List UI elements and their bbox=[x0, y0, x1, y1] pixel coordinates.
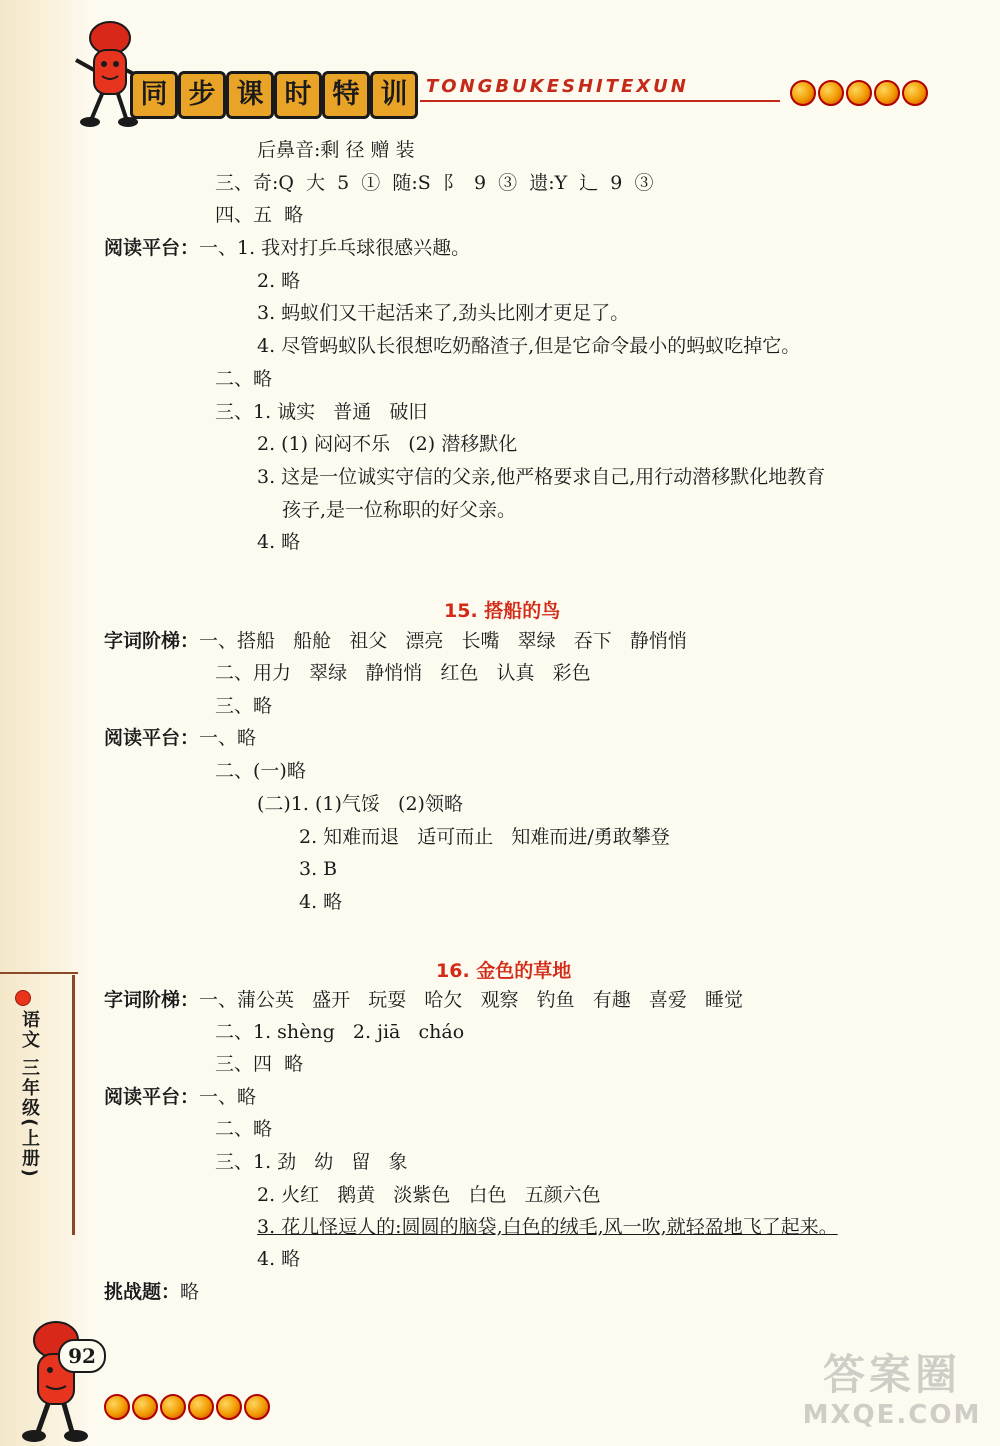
header-dot-icon bbox=[846, 80, 872, 106]
answer-line: 二、用力 翠绿 静悄悄 红色 认真 彩色 bbox=[215, 662, 591, 684]
header-dot-icon bbox=[818, 80, 844, 106]
answer-line: 4. 略 bbox=[257, 531, 301, 553]
answer-line: 3. 这是一位诚实守信的父亲,他严格要求自己,用行动潜移默化地教育 bbox=[257, 466, 826, 488]
title-char-5: 特 bbox=[322, 71, 370, 119]
title-char-6: 训 bbox=[370, 71, 418, 119]
answer-line: 3. 蚂蚁们又干起活来了,劲头比刚才更足了。 bbox=[257, 302, 630, 324]
side-rule bbox=[0, 972, 78, 974]
header-dot-icon bbox=[790, 80, 816, 106]
answer-line: 字词阶梯：一、搭船 船舱 祖父 漂亮 长嘴 翠绿 吞下 静悄悄 bbox=[104, 630, 687, 652]
answer-line: 四、五 略 bbox=[215, 204, 304, 226]
answer-line: 二、略 bbox=[215, 1118, 273, 1140]
section-label: 阅读平台： bbox=[104, 237, 200, 259]
watermark bbox=[792, 1350, 992, 1440]
header-dot-icon bbox=[874, 80, 900, 106]
answer-line: 2. 略 bbox=[257, 270, 301, 292]
answer-line: 4. 略 bbox=[257, 1248, 301, 1270]
section-label: 阅读平台： bbox=[104, 727, 200, 749]
header-pinyin: TONGBUKESHITEXUN bbox=[426, 76, 689, 97]
title-char-1: 同 bbox=[130, 71, 178, 119]
footer-mascot-icon bbox=[16, 1318, 116, 1446]
footer-dot-icon bbox=[132, 1394, 158, 1420]
answer-line: 三、1. 诚实 普通 破旧 bbox=[215, 401, 428, 423]
answer-line: 三、略 bbox=[215, 695, 273, 717]
answer-line: 阅读平台：一、略 bbox=[104, 1086, 257, 1108]
section-label: 字词阶梯： bbox=[104, 989, 200, 1011]
answer-line: 阅读平台：一、略 bbox=[104, 727, 257, 749]
watermark-title: 答案圈 bbox=[822, 1350, 961, 1399]
answer-line: 2. (1) 闷闷不乐 (2) 潜移默化 bbox=[257, 433, 518, 455]
answer-line: 二、1. shèng 2. jiā cháo bbox=[215, 1021, 465, 1043]
lesson-16-title: 16. 金色的草地 bbox=[436, 960, 572, 982]
answer-line: 3. B bbox=[299, 858, 338, 880]
answer-line: 2. 火红 鹅黄 淡紫色 白色 五颜六色 bbox=[257, 1184, 601, 1206]
answer-line: 孩子,是一位称职的好父亲。 bbox=[282, 499, 517, 521]
answer-line: 2. 知难而退 适可而止 知难而进/勇敢攀登 bbox=[299, 826, 670, 848]
answer-line: 4. 尽管蚂蚁队长很想吃奶酪渣子,但是它命令最小的蚂蚁吃掉它。 bbox=[257, 335, 801, 357]
footer-dot-icon bbox=[244, 1394, 270, 1420]
side-dot-icon bbox=[15, 990, 31, 1006]
side-rule bbox=[72, 975, 75, 1235]
answer-line: 二、(一)略 bbox=[215, 760, 306, 782]
section-label: 阅读平台： bbox=[104, 1086, 200, 1108]
answer-line: 挑战题：略 bbox=[104, 1281, 200, 1303]
header-dot-icon bbox=[902, 80, 928, 106]
answer-line: 三、四 略 bbox=[215, 1053, 304, 1075]
header-rule bbox=[420, 100, 780, 102]
left-margin-strip bbox=[0, 0, 92, 1446]
title-char-3: 课 bbox=[226, 71, 274, 119]
subject-grade-label: 语文 三年级(上册) bbox=[19, 1010, 40, 1179]
lesson-15-title: 15. 搭船的鸟 bbox=[444, 600, 561, 622]
watermark-url: MXQE.COM bbox=[802, 1400, 982, 1430]
footer-dot-icon bbox=[188, 1394, 214, 1420]
answer-line: 字词阶梯：一、蒲公英 盛开 玩耍 哈欠 观察 钓鱼 有趣 喜爱 睡觉 bbox=[104, 989, 743, 1011]
answer-line: 三、1. 劲 幼 留 象 bbox=[215, 1151, 408, 1173]
answer-line: 阅读平台：一、1. 我对打乒乓球很感兴趣。 bbox=[104, 237, 471, 259]
footer-dot-icon bbox=[160, 1394, 186, 1420]
title-char-4: 时 bbox=[274, 71, 322, 119]
answer-line: 3. 花儿怪逗人的:圆圆的脑袋,白色的绒毛,风一吹,就轻盈地飞了起来。 bbox=[257, 1216, 838, 1238]
title-char-2: 步 bbox=[178, 71, 226, 119]
page-number: 92 bbox=[58, 1339, 106, 1373]
section-label: 字词阶梯： bbox=[104, 630, 200, 652]
answer-line: 4. 略 bbox=[299, 891, 343, 913]
answer-line: 三、奇:Q 大 5 ① 随:S 阝 9 ③ 遗:Y 辶 9 ③ bbox=[215, 172, 654, 194]
answer-line: (二)1. (1)气馁 (2)领略 bbox=[257, 793, 463, 815]
section-label: 挑战题： bbox=[104, 1281, 181, 1303]
footer-dot-icon bbox=[216, 1394, 242, 1420]
answer-line: 后鼻音:剩 径 赠 装 bbox=[257, 139, 415, 161]
answer-line: 二、略 bbox=[215, 368, 273, 390]
footer-dot-icon bbox=[104, 1394, 130, 1420]
